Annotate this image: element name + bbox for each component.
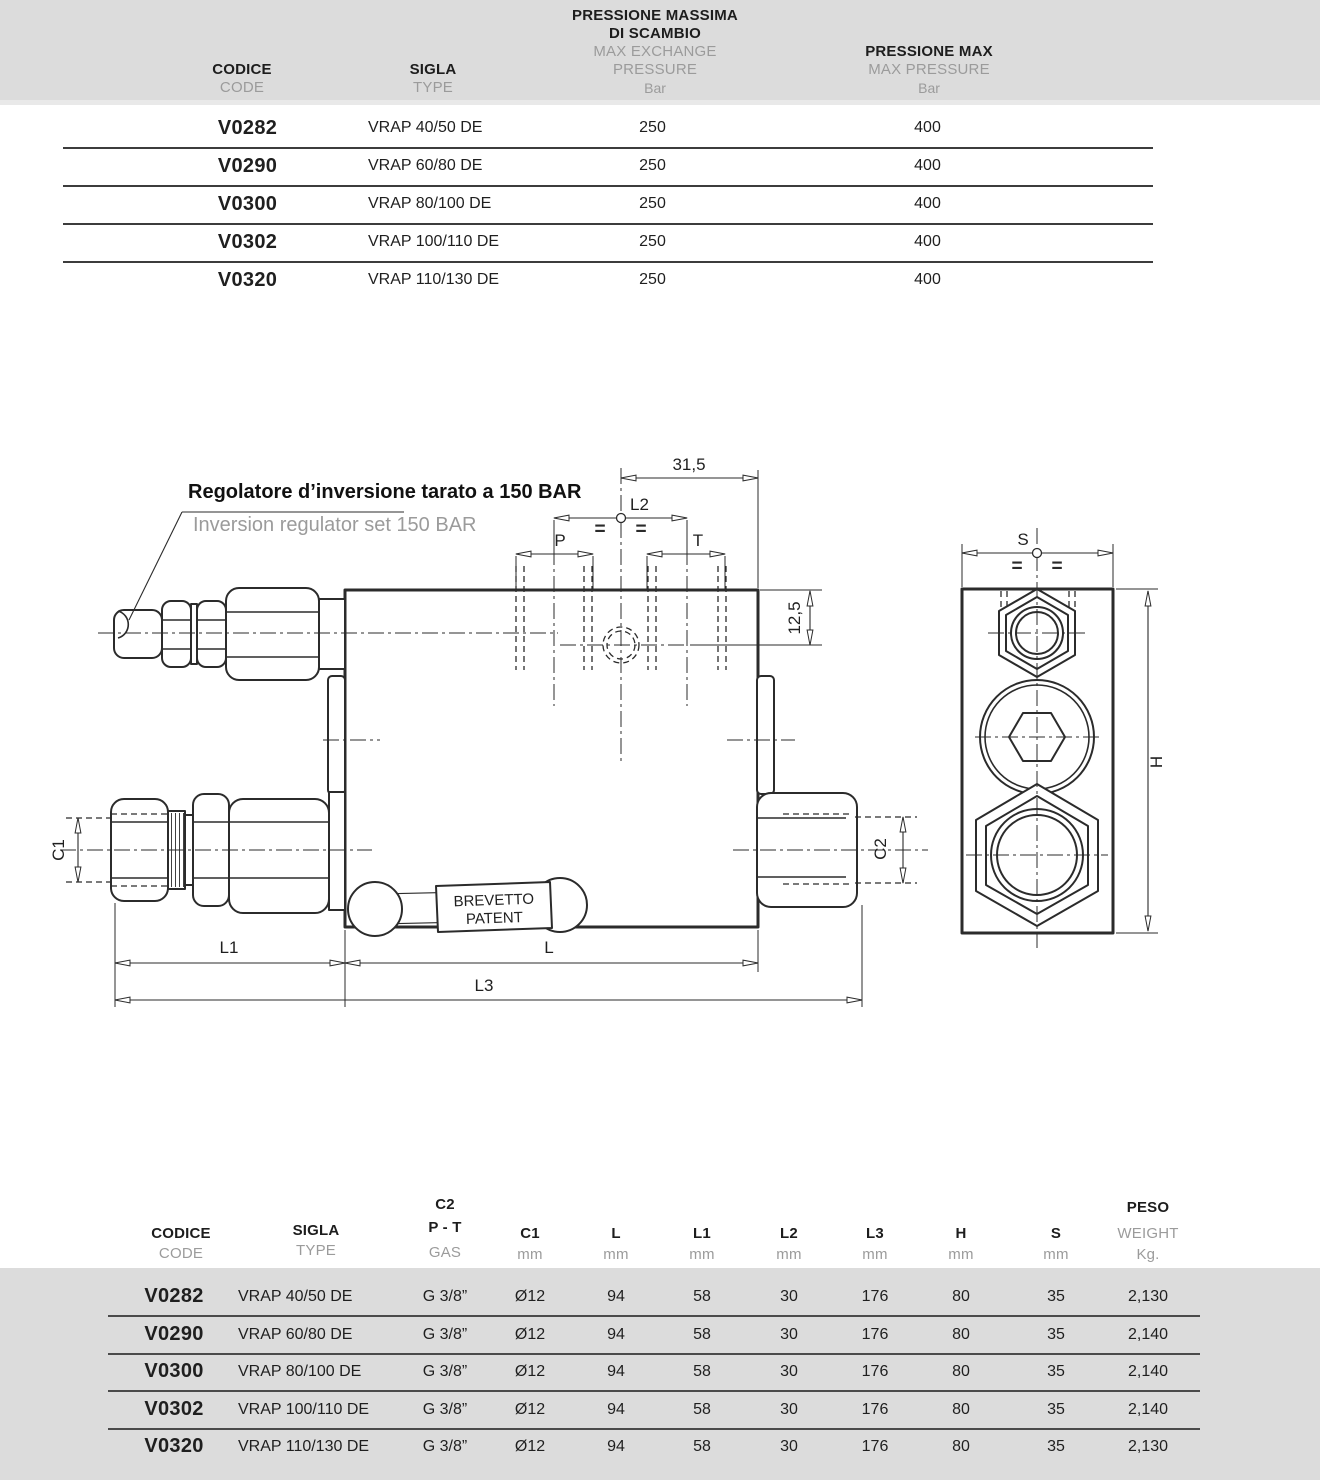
row-type: VRAP 80/100 DE: [368, 195, 492, 212]
row-c2: G 3/8”: [422, 1326, 468, 1343]
tolerance-mark: =: [594, 519, 606, 540]
row-code: V0320: [217, 269, 278, 291]
valve-body-end-view: [962, 528, 1113, 948]
header-p-t: P - T: [428, 1219, 462, 1236]
header-mm: mm: [603, 1246, 629, 1263]
row-type: VRAP 60/80 DE: [368, 157, 483, 174]
table-row: [0, 1428, 1320, 1465]
row-type: VRAP 110/130 DE: [368, 271, 500, 288]
row-c1: Ø12: [514, 1438, 546, 1455]
row-max-pressure: 400: [914, 233, 941, 250]
row-type: VRAP 60/80 DE: [238, 1326, 353, 1343]
row-h: 80: [952, 1288, 970, 1305]
row-s: 35: [1047, 1288, 1065, 1305]
row-s: 35: [1047, 1438, 1065, 1455]
row-c2: G 3/8”: [422, 1288, 468, 1305]
row-max-pressure: 400: [914, 119, 941, 136]
row-c2: G 3/8”: [422, 1363, 468, 1380]
patent-tag: [348, 878, 587, 936]
header-type: TYPE: [296, 1242, 336, 1259]
row-max-pressure: 400: [914, 271, 941, 288]
row-l: 94: [607, 1288, 625, 1305]
header-sigla: SIGLA: [292, 1222, 340, 1239]
dim-p: P: [554, 531, 566, 550]
header-pressione-max: PRESSIONE MAX: [865, 43, 993, 60]
row-l3: 176: [861, 1326, 889, 1343]
valve-body-front: [345, 590, 758, 927]
dim-t: T: [692, 531, 704, 550]
row-l3: 176: [861, 1288, 889, 1305]
row-max-pressure: 400: [914, 195, 941, 212]
row-type: VRAP 80/100 DE: [238, 1363, 362, 1380]
row-type: VRAP 40/50 DE: [238, 1288, 353, 1305]
row-l1: 58: [693, 1438, 711, 1455]
row-l: 94: [607, 1326, 625, 1343]
left-boss: [328, 676, 345, 794]
row-l: 94: [607, 1363, 625, 1380]
row-code: V0282: [144, 1285, 204, 1307]
row-code: V0320: [144, 1435, 204, 1457]
table-row: [0, 1391, 1320, 1428]
row-l2: 30: [780, 1363, 798, 1380]
dim-s: S: [1017, 530, 1029, 549]
row-exchange-pressure: 250: [639, 233, 666, 250]
row-c1: Ø12: [514, 1401, 546, 1418]
right-boss: [757, 676, 774, 794]
row-c1: Ø12: [514, 1288, 546, 1305]
row-l: 94: [607, 1401, 625, 1418]
row-weight: 2,130: [1127, 1438, 1169, 1455]
header-peso: PESO: [1126, 1199, 1170, 1216]
callout-italian: Regolatore d’inversione tarato a 150 BAR: [188, 481, 582, 503]
row-code: V0300: [217, 193, 278, 215]
row-weight: 2,140: [1127, 1363, 1169, 1380]
tolerance-mark: =: [635, 519, 647, 540]
header-s: S: [1050, 1225, 1062, 1242]
header-max-pressure: MAX PRESSURE: [868, 61, 990, 78]
header-sigla: SIGLA: [409, 61, 457, 78]
row-weight: 2,140: [1127, 1326, 1169, 1343]
row-c1: Ø12: [514, 1363, 546, 1380]
row-exchange-pressure: 250: [639, 157, 666, 174]
header-weight: WEIGHT: [1117, 1225, 1179, 1242]
row-code: V0290: [144, 1323, 204, 1345]
row-l1: 58: [693, 1288, 711, 1305]
row-l2: 30: [780, 1326, 798, 1343]
header-mm: mm: [776, 1246, 802, 1263]
row-code: V0302: [144, 1398, 204, 1420]
header-mm: mm: [948, 1246, 974, 1263]
header-l1: L1: [693, 1225, 711, 1242]
dim-c1: C1: [49, 839, 68, 861]
row-l1: 58: [693, 1401, 711, 1418]
row-h: 80: [952, 1438, 970, 1455]
dim-31-5: 31,5: [672, 455, 706, 474]
row-weight: 2,140: [1127, 1401, 1169, 1418]
row-l3: 176: [861, 1363, 889, 1380]
row-s: 35: [1047, 1326, 1065, 1343]
row-l1: 58: [693, 1363, 711, 1380]
row-l3: 176: [861, 1438, 889, 1455]
header-di-scambio: DI SCAMBIO: [609, 25, 701, 42]
header-kg: Kg.: [1136, 1246, 1160, 1263]
header-code: CODE: [219, 79, 265, 96]
row-h: 80: [952, 1401, 970, 1418]
row-l2: 30: [780, 1288, 798, 1305]
header-codice: CODICE: [212, 61, 272, 78]
header-pressure: PRESSURE: [612, 61, 698, 78]
header-c2: C2: [435, 1196, 455, 1213]
table-row: [0, 185, 1320, 223]
table-row: [0, 1316, 1320, 1353]
table-row: [0, 147, 1320, 185]
row-type: VRAP 100/110 DE: [368, 233, 500, 250]
tolerance-mark: =: [1051, 556, 1063, 577]
row-h: 80: [952, 1326, 970, 1343]
row-weight: 2,130: [1127, 1288, 1169, 1305]
row-code: V0302: [217, 231, 278, 253]
header-h: H: [955, 1225, 967, 1242]
dim-l1: L1: [219, 938, 239, 957]
row-l2: 30: [780, 1438, 798, 1455]
row-code: V0300: [144, 1360, 204, 1382]
row-c2: G 3/8”: [422, 1401, 468, 1418]
dim-12-5: 12,5: [785, 601, 804, 635]
tag-brevetto-label: BREVETTO: [453, 890, 535, 911]
table-row: [0, 1353, 1320, 1390]
tag-patent-label: PATENT: [465, 909, 524, 928]
table-row: [0, 223, 1320, 261]
row-l: 94: [607, 1438, 625, 1455]
top-table-header-band: [0, 0, 1320, 105]
header-codice: CODICE: [151, 1225, 211, 1242]
row-c1: Ø12: [514, 1326, 546, 1343]
row-type: VRAP 40/50 DE: [368, 119, 483, 136]
header-code: CODE: [158, 1245, 204, 1262]
header-bar-exchange: Bar: [644, 80, 666, 96]
header-max-exchange: MAX EXCHANGE: [593, 43, 717, 60]
dim-h: H: [1147, 755, 1166, 769]
callout-english: Inversion regulator set 150 BAR: [193, 514, 477, 536]
table-row: [0, 261, 1320, 299]
header-l3: L3: [866, 1225, 884, 1242]
row-c2: G 3/8”: [422, 1438, 468, 1455]
header-pressione-massima: PRESSIONE MASSIMA: [572, 7, 738, 24]
dim-l: L: [544, 938, 554, 957]
row-s: 35: [1047, 1401, 1065, 1418]
header-l2: L2: [780, 1225, 798, 1242]
header-mm: mm: [517, 1246, 543, 1263]
row-l1: 58: [693, 1326, 711, 1343]
row-l3: 176: [861, 1401, 889, 1418]
header-gas: GAS: [428, 1244, 462, 1261]
dim-l3: L3: [474, 976, 494, 995]
tolerance-mark: =: [1011, 556, 1023, 577]
header-l: L: [611, 1225, 621, 1242]
header-type: TYPE: [413, 79, 453, 96]
header-mm: mm: [862, 1246, 888, 1263]
row-exchange-pressure: 250: [639, 271, 666, 288]
header-bar-max: Bar: [918, 80, 940, 96]
technical-drawing: [0, 430, 1320, 1030]
c1-port-fitting: [111, 792, 345, 913]
row-exchange-pressure: 250: [639, 119, 666, 136]
row-h: 80: [952, 1363, 970, 1380]
dim-c2: C2: [871, 838, 890, 860]
dim-l2: L2: [630, 495, 649, 514]
header-mm: mm: [689, 1246, 715, 1263]
header-c1: C1: [520, 1225, 540, 1242]
row-type: VRAP 100/110 DE: [238, 1401, 370, 1418]
row-code: V0290: [217, 155, 278, 177]
row-code: V0282: [217, 117, 278, 139]
row-exchange-pressure: 250: [639, 195, 666, 212]
table-row: [0, 109, 1320, 147]
table-row: [0, 1278, 1320, 1315]
inversion-regulator-fitting: [114, 588, 345, 680]
row-type: VRAP 110/130 DE: [238, 1438, 370, 1455]
row-l2: 30: [780, 1401, 798, 1418]
row-s: 35: [1047, 1363, 1065, 1380]
row-max-pressure: 400: [914, 157, 941, 174]
header-mm: mm: [1043, 1246, 1069, 1263]
